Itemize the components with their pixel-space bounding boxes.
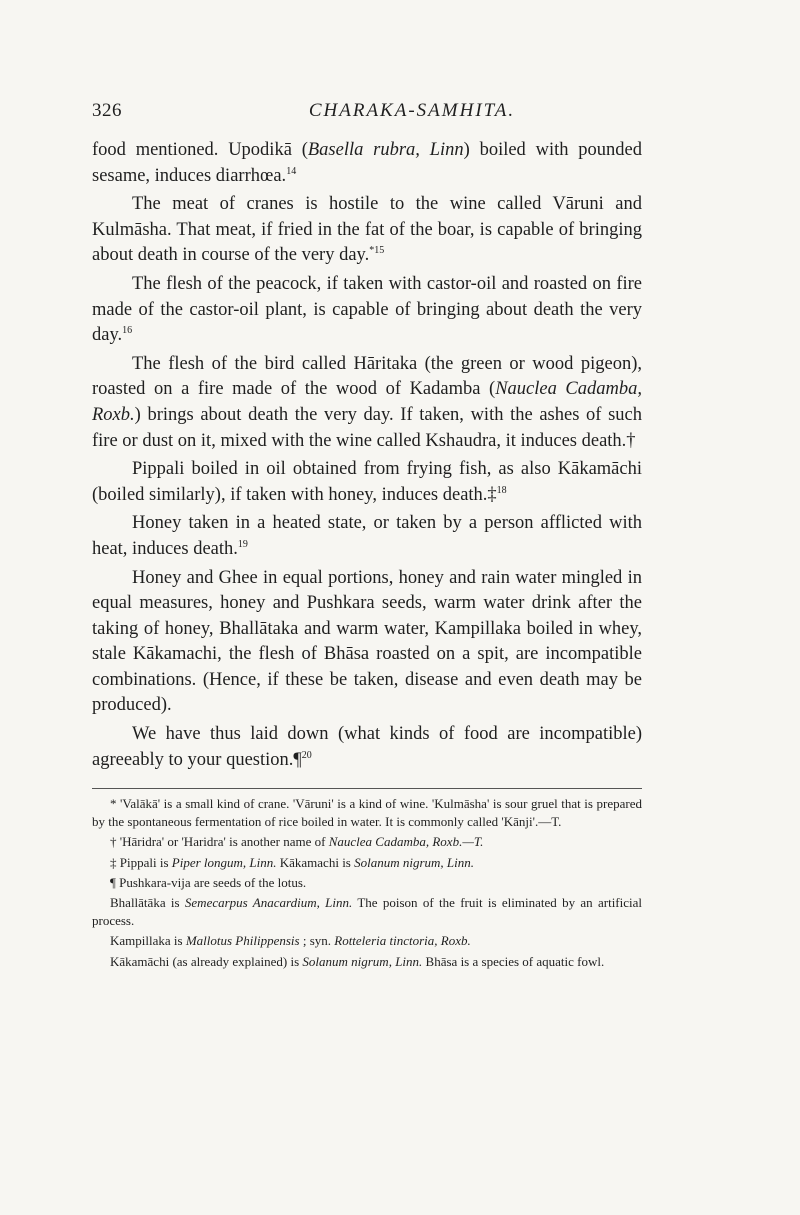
text-span: Kākamāchi (as already explained) is — [110, 953, 303, 969]
botanical-name: Mallotus Philippensis — [185, 933, 300, 949]
botanical-name: Nauclea Cadamba, Roxb.—T. — [328, 834, 484, 850]
footnote-double-dagger — [92, 854, 642, 872]
paragraph-2 — [92, 192, 642, 269]
paragraph-3 — [92, 272, 642, 349]
footnotes — [92, 795, 642, 973]
paragraph-5 — [92, 457, 642, 508]
footnote-bhallataka — [92, 894, 642, 930]
page-header — [92, 100, 732, 130]
botanical-name: Solanum nigrum, Linn. — [302, 953, 423, 969]
text-span: Kākamachi is — [276, 854, 355, 870]
reference-number: 14 — [286, 165, 297, 177]
text-span: ¶ Pushkara-vija are seeds of the lotus. — [110, 874, 307, 890]
reference-number: 18 — [496, 484, 507, 496]
footnote-asterisk — [92, 795, 642, 831]
reference-number: 19 — [237, 538, 248, 550]
text-span: ) brings about death the very day. If taken, with the ashes of such fire or dust on it, mixed with the wine called Kshaudra, it induces death.† — [92, 404, 642, 451]
text-span: Honey taken in a heated state, or taken by a person afflicted with heat, induces death. — [92, 513, 642, 559]
text-span: † 'Hāridra' or 'Haridra' is another name of — [110, 834, 329, 850]
main-text — [92, 138, 642, 776]
reference-number: 20 — [301, 749, 312, 761]
text-span: The flesh of the bird called Hāritaka (the green or wood pigeon), roasted on a fire made of the wood of Kadamba ( — [92, 353, 642, 400]
text-span: Bhāsa is a species of aquatic fowl. — [422, 953, 605, 969]
botanical-name: Semecarpus Anacardium, Linn. — [184, 895, 353, 911]
text-span: ) boiled with pounded sesame, induces diarrhœa. — [92, 140, 642, 186]
text-span: ; syn. — [299, 933, 335, 949]
page-number: 326 — [92, 100, 122, 121]
text-span: The poison of the fruit is eliminated by an artificial process. — [92, 895, 643, 929]
paragraph-1 — [92, 138, 642, 189]
footnote-pilcrow — [92, 874, 642, 892]
text-span: The meat of cranes is hostile to the wine called Vāruni and Kulmāsha. That meat, if fried in the fat of the boar, is capable of bringing about death in course of the very day. — [92, 194, 642, 266]
text-span: Honey and Ghee in equal portions, honey and rain water mingled in equal measures, honey and Pushkara seeds, warm water drink after the taking of honey, Bhallātaka and warm water, Kampillaka boiled in whey, stale Kākamachi, the flesh of Bhāsa roasted on a spit, are incompatible combinations. (Hence, if these be taken, disease and even death may be produced). — [92, 567, 642, 716]
text-span: ‡ Pippali is — [110, 854, 172, 870]
paragraph-6 — [92, 511, 642, 562]
running-title: CHARAKA-SAMHITA. — [308, 100, 516, 121]
text-span: The flesh of the peacock, if taken with castor-oil and roasted on fire made of the castor-oil plant, is capable of bringing about death the very day. — [92, 273, 642, 346]
paragraph-8 — [92, 722, 642, 773]
botanical-name: Rotteleria tinctoria, Roxb. — [334, 933, 471, 949]
footnote-kampillaka — [92, 932, 642, 950]
text-span: Pippali boiled in oil obtained from frying fish, as also Kākamāchi (boiled similarly), if taken with honey, induces death.‡ — [92, 459, 642, 505]
footnote-divider — [92, 788, 642, 789]
reference-number: 16 — [122, 325, 133, 337]
paragraph-7 — [92, 566, 642, 720]
text-span: Bhallātāka is — [110, 895, 185, 911]
botanical-name: Solanum nigrum, Linn. — [354, 854, 475, 870]
text-span: We have thus laid down (what kinds of food are incompatible) agreeably to your question.¶ — [92, 724, 642, 770]
text-span: * 'Valākā' is a small kind of crane. 'Vāruni' is a kind of wine. 'Kulmāsha' is sour gruel that is prepared by the spontaneous fermentation of rice boiled in water. It is commonly called 'Kānji'.—T. — [92, 796, 642, 830]
botanical-name: Nauclea Cadamba, Roxb. — [92, 379, 642, 425]
text-span: Kampillaka is — [110, 933, 186, 949]
botanical-name: Piper longum, Linn. — [171, 854, 277, 870]
text-span: food mentioned. Upodikā ( — [92, 140, 308, 160]
paragraph-4 — [92, 352, 642, 454]
botanical-name: Basella rubra, Linn — [307, 140, 464, 160]
footnote-dagger — [92, 833, 642, 851]
reference-number: *15 — [369, 245, 385, 257]
footnote-kakamachi — [92, 953, 642, 971]
